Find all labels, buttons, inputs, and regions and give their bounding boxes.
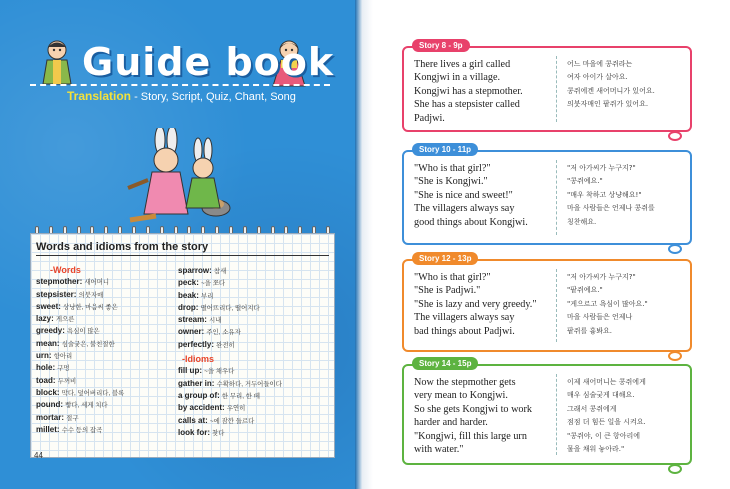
word-entry: peck: ~을 쪼다 (178, 278, 226, 288)
word-entry: sweet: 상냥한, 마음씨 좋은 (36, 301, 118, 311)
word-entry: millet: 수수 등의 잡곡 (36, 424, 103, 434)
card-tail (668, 351, 682, 361)
word-entry: toad: 두꺼비 (36, 375, 77, 385)
story-card-1 (402, 41, 692, 132)
words-column-1 (36, 265, 176, 436)
story-tab: Story 8 - 9p (412, 39, 470, 52)
story-tab: Story 10 - 11p (412, 143, 478, 156)
story-divider (556, 374, 557, 455)
word-entry: stream: 시내 (178, 315, 222, 325)
page-gutter (355, 0, 373, 489)
story-korean-text: "저 아가씨가 누구지?" "콩쥐예요." "매우 착하고 상냥해요!" 마을 사람들은 언제나 콩쥐를 칭찬해요. (567, 164, 655, 226)
idiom-entry: fill up: ~을 채우다 (178, 366, 235, 376)
story-english-text: "Who is that girl?" "She is Padjwi." "She is lazy and very greedy." The villagers always say bad things about Padjwi. (414, 272, 537, 337)
card-tail (668, 131, 682, 141)
word-entry: drop: 떨어뜨리다, 떨어지다 (178, 302, 260, 312)
story-tab: Story 12 - 13p (412, 252, 478, 265)
word-entry: hole: 구멍 (36, 363, 70, 373)
translation-label: Translation (67, 89, 132, 103)
idiom-entry: a group of: 한 무리, 한 떼 (178, 390, 260, 400)
card-tail (668, 244, 682, 254)
story-tab: Story 14 - 15p (412, 357, 478, 370)
story-card-2 (402, 145, 692, 245)
word-entry: stepsister: 의붓자매 (36, 289, 104, 299)
words-label: -Words (50, 265, 81, 275)
translation-items: - Story, Script, Quiz, Chant, Song (134, 91, 296, 103)
title-text: Guide book (82, 40, 335, 84)
word-entry: sparrow: 참새 (178, 266, 227, 275)
word-entry: beak: 부리 (178, 290, 214, 300)
word-entry: urn: 항아리 (36, 351, 73, 361)
notebook-heading-underline (36, 255, 329, 256)
story-english-text: Now the stepmother gets very mean to Kongjwi. So she gets Kongjwi to work harder and harder. "Kongjwi, fill this large urn with water." (414, 377, 533, 456)
idiom-entry: gather in: 수확하다, 거두어들이다 (178, 378, 282, 388)
word-entry: perfectly: 완전히 (178, 339, 235, 349)
story-divider (556, 56, 557, 122)
word-entry: pound: 빻다, 세게 치다 (36, 400, 108, 410)
words-column-2 (178, 265, 328, 439)
page-number: 44 (34, 451, 43, 460)
story-korean-text: 어느 마을에 콩쥐라는 여자 아이가 살아요. 콩쥐에겐 새어머니가 있어요. 의붓자매인 팥쥐가 있어요. (567, 60, 655, 109)
idiom-entry: look for: 찾다 (178, 427, 225, 437)
title-divider (30, 84, 330, 86)
story-english-text: There lives a girl called Kongjwi in a village. Kongjwi has a stepmother. She has a stepsister called Padjwi. (414, 59, 523, 124)
story-card-3 (402, 254, 692, 352)
translation-subtitle (67, 89, 296, 103)
word-entry: stepmother: 새어머니 (36, 277, 110, 287)
word-entry: mortar: 절구 (36, 412, 79, 422)
boy-character-illustration (38, 38, 76, 88)
story-korean-text: "저 아가씨가 누구지?" "팥쥐예요." "게으르고 욕심이 많아요." 마을 사람들은 언제나 팥쥐를 흉봐요. (567, 273, 648, 335)
word-entry: lazy: 게으른 (36, 314, 75, 324)
word-entry: mean: 심술궂은, 불친절한 (36, 338, 115, 348)
characters-illustration (118, 128, 248, 228)
notebook-heading: Words and idioms from the story (36, 241, 209, 253)
story-card-4 (402, 359, 692, 465)
story-divider (556, 160, 557, 235)
card-tail (668, 464, 682, 474)
story-english-text: "Who is that girl?" "She is Kongjwi." "She is nice and sweet!" The villagers always say good things about Kongjwi. (414, 163, 528, 228)
word-entry: owner: 주인, 소유자 (178, 327, 241, 337)
idioms-label: -Idioms (182, 354, 215, 365)
guide-book-title (82, 40, 334, 84)
story-korean-text: 이제 새어머니는 콩쥐에게 매우 심술궂게 대해요. 그래서 콩쥐에게 점점 더 힘든 일을 시켜요. "콩쥐야, 이 큰 항아리에 물을 채워 놓아라." (567, 378, 646, 454)
word-entry: block: 막다, 덮어버리다, 블록 (36, 387, 125, 397)
story-divider (556, 269, 557, 342)
idiom-entry: calls at: ~에 잠깐 들르다 (178, 415, 255, 425)
word-entry: greedy: 욕심이 많은 (36, 326, 100, 336)
idiom-entry: by accident: 우연히 (178, 403, 246, 413)
